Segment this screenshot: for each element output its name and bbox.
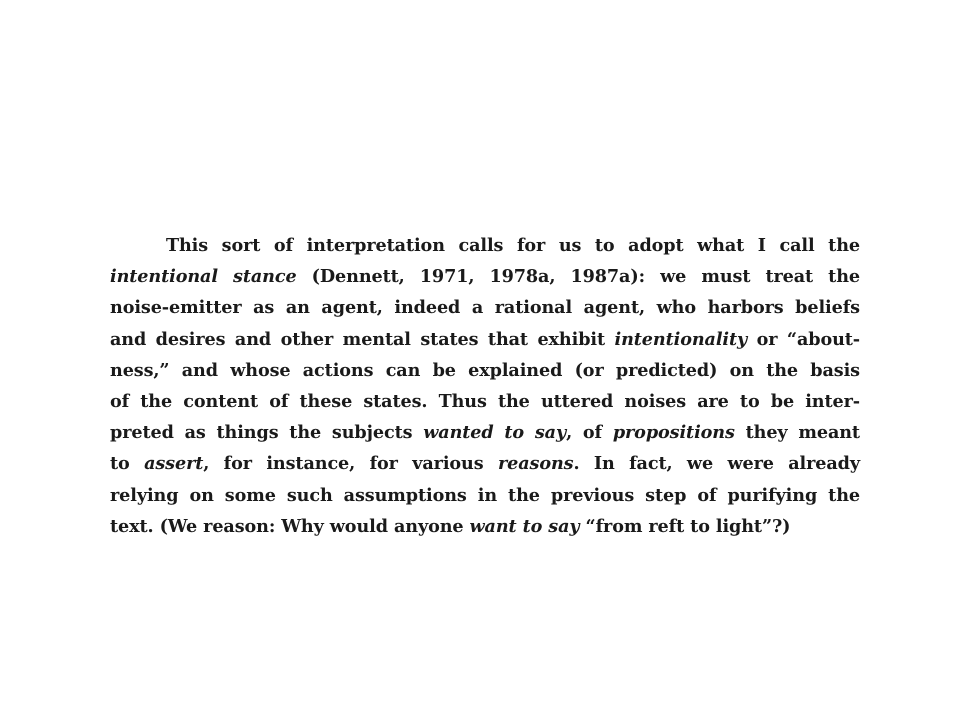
paragraph-line — [110, 230, 860, 261]
paragraph-line — [110, 324, 860, 355]
paragraph-line — [110, 292, 860, 323]
italic-term: want to say — [469, 515, 580, 537]
text-segment: noise-emitter as an agent, indeed a rational agent, who harbors beliefs — [110, 297, 860, 319]
text-segment: “from reft to light”?) — [579, 515, 791, 537]
text-segment: relying on some such assumptions in the previous step of purifying the — [110, 484, 860, 506]
text-segment: to — [110, 453, 145, 475]
paragraph-line — [110, 417, 860, 448]
text-segment: , for instance, for various — [203, 453, 498, 475]
text-segment: text. (We reason: Why would anyone — [110, 515, 470, 537]
text-segment: ness,” and whose actions can be explained (or predicted) on the basis — [110, 359, 860, 381]
paragraph-line — [110, 511, 860, 542]
text-segment: , of — [566, 422, 613, 444]
paragraph-line — [110, 448, 860, 479]
italic-term: intentional stance — [110, 266, 297, 288]
text-segment: preted as things the subjects — [110, 422, 424, 444]
text-segment: and desires and other mental states that exhibit — [110, 328, 615, 350]
text-segment: they meant — [734, 422, 860, 444]
italic-term: propositions — [612, 422, 735, 444]
paragraph-line — [110, 355, 860, 386]
body-paragraph — [110, 230, 860, 542]
italic-term: reasons — [497, 453, 574, 475]
paragraph-line — [110, 386, 860, 417]
text-segment: or “about- — [747, 328, 861, 350]
italic-term: wanted to say — [423, 422, 567, 444]
paragraph-line — [110, 480, 860, 511]
text-segment: This sort of interpretation calls for us to adopt what I call the — [166, 235, 860, 256]
italic-term: intentionality — [614, 328, 748, 350]
text-segment: (Dennett, 1971, 1978a, 1987a): we must treat the — [296, 266, 860, 288]
text-segment: . In fact, we were already — [573, 453, 861, 475]
text-segment: of the content of these states. Thus the uttered noises are to be inter- — [110, 390, 860, 412]
italic-term: assert — [144, 453, 204, 475]
paragraph-line — [110, 261, 860, 292]
